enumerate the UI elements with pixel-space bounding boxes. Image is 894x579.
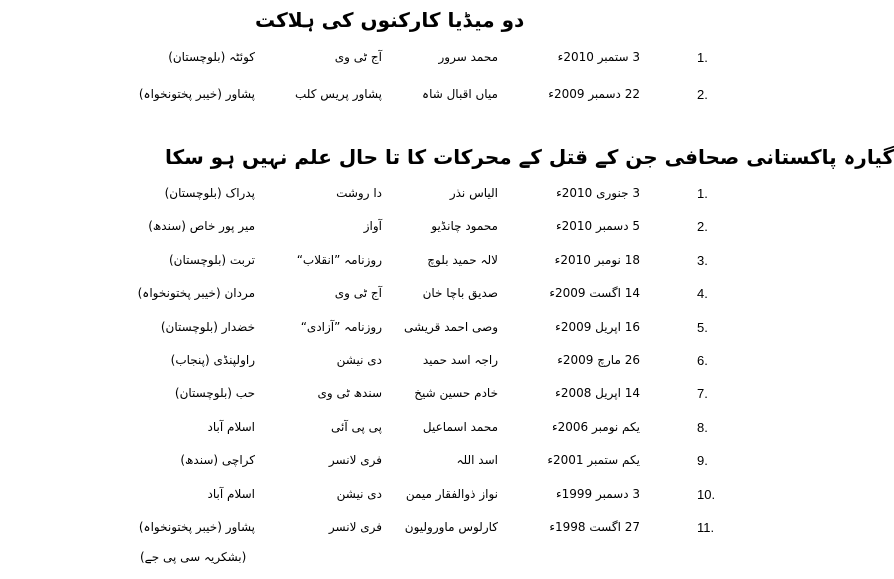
cell-name: کارلوس ماورولیون (404, 520, 498, 534)
cell-place: مردان (خیبر پختونخواہ) (137, 286, 255, 301)
cell-date: 18 نومبر 2010ء (554, 252, 640, 267)
table-row (0, 520, 720, 542)
cell-date: یکم ستمبر 2001ء (547, 453, 640, 468)
cell-date: 14 اپریل 2008ء (555, 386, 640, 401)
source-credit: (بشکریہ سی پی جے) (140, 550, 247, 564)
table-row (0, 353, 720, 375)
section1-title: دو میڈیا کارکنوں کی ہلاکت (255, 8, 525, 32)
cell-date: 26 مارچ 2009ء (557, 353, 640, 367)
cell-place: کوئٹہ (بلوچستان) (168, 50, 255, 64)
cell-date: 3 دسمبر 1999ء (555, 486, 640, 501)
cell-place: حب (بلوچستان) (174, 386, 255, 401)
cell-date: 16 اپریل 2009ء (555, 319, 640, 334)
table-row (0, 219, 720, 241)
cell-place: خضدار (بلوچستان) (160, 319, 255, 334)
cell-date: 27 اگست 1998ء (549, 520, 640, 534)
cell-name: صدیق باچا خان (422, 286, 498, 301)
cell-place: پشاور (خیبر پختونخواہ) (138, 87, 255, 101)
cell-name: محمود چانڈیو (431, 219, 498, 234)
cell-date: 5 دسمبر 2010ء (555, 219, 640, 234)
cell-name: محمد سرور (438, 50, 498, 64)
cell-name: اسد اللہ (456, 453, 498, 468)
cell-num: 5. (697, 319, 708, 335)
table-row (0, 420, 720, 442)
cell-org: پی پی آئی (331, 419, 382, 434)
cell-num: 7. (697, 386, 708, 402)
cell-org: سندھ ٹی وی (317, 386, 382, 401)
cell-num: 2. (697, 219, 708, 235)
cell-place: میر پور خاص (سندھ) (148, 219, 255, 234)
cell-place: راولپنڈی (پنجاب) (170, 353, 255, 367)
cell-org: روزنامہ ”انقلاب“ (296, 252, 382, 267)
cell-num: 1. (697, 186, 708, 201)
cell-date: 3 ستمبر 2010ء (557, 50, 640, 64)
cell-org: آج ٹی وی (334, 50, 382, 64)
cell-place: کراچی (سندھ) (180, 453, 255, 468)
cell-place: اسلام آباد (207, 419, 255, 434)
cell-num: 4. (697, 286, 708, 302)
cell-name: لالہ حمید بلوچ (427, 252, 498, 267)
cell-num: 3. (697, 252, 708, 268)
cell-org: دی نیشن (336, 486, 382, 501)
cell-org: آواز (363, 219, 382, 234)
cell-place: پشاور (خیبر پختونخواہ) (138, 520, 255, 534)
cell-org: پشاور پریس کلب (295, 87, 382, 101)
cell-org: فری لانسر (328, 453, 382, 468)
table-row (0, 453, 720, 475)
cell-num: 6. (697, 353, 708, 368)
cell-date: یکم نومبر 2006ء (552, 419, 640, 434)
section2-title: گیارہ پاکستانی صحافی جن کے قتل کے محرکات کا تا حال علم نہیں ہو سکا (165, 145, 894, 169)
cell-org: روزنامہ ”آزادی“ (300, 319, 382, 334)
cell-num: 1. (697, 50, 708, 65)
cell-num: 2. (697, 87, 708, 102)
cell-name: الیاس نذر (449, 186, 498, 200)
cell-place: تربت (بلوچستان) (169, 252, 255, 267)
cell-org: دا روشت (336, 186, 382, 200)
cell-num: 10. (697, 486, 716, 502)
cell-name: نواز ذوالفقار میمن (405, 486, 498, 501)
cell-name: خادم حسین شیخ (414, 386, 498, 401)
cell-name: وصی احمد قریشی (403, 319, 498, 334)
cell-name: محمد اسماعیل (422, 419, 498, 434)
table-row (0, 286, 720, 308)
table-row (0, 87, 720, 109)
cell-date: 3 جنوری 2010ء (556, 186, 640, 200)
cell-name: میاں اقبال شاہ (422, 87, 498, 101)
cell-name: راجہ اسد حمید (422, 353, 498, 367)
table-row (0, 386, 720, 408)
cell-num: 9. (697, 453, 708, 469)
table-row (0, 186, 720, 208)
cell-num: 11. (697, 520, 715, 535)
cell-org: دی نیشن (336, 353, 382, 367)
table-row (0, 320, 720, 342)
table-row (0, 487, 720, 509)
cell-date: 14 اگست 2009ء (549, 286, 640, 301)
table-row (0, 253, 720, 275)
cell-date: 22 دسمبر 2009ء (548, 87, 640, 101)
cell-place: اسلام آباد (207, 486, 255, 501)
cell-org: آج ٹی وی (334, 286, 382, 301)
table-row (0, 50, 720, 72)
cell-num: 8. (697, 419, 708, 435)
cell-org: فری لانسر (328, 520, 382, 534)
cell-place: پدراک (بلوچستان) (164, 186, 255, 200)
